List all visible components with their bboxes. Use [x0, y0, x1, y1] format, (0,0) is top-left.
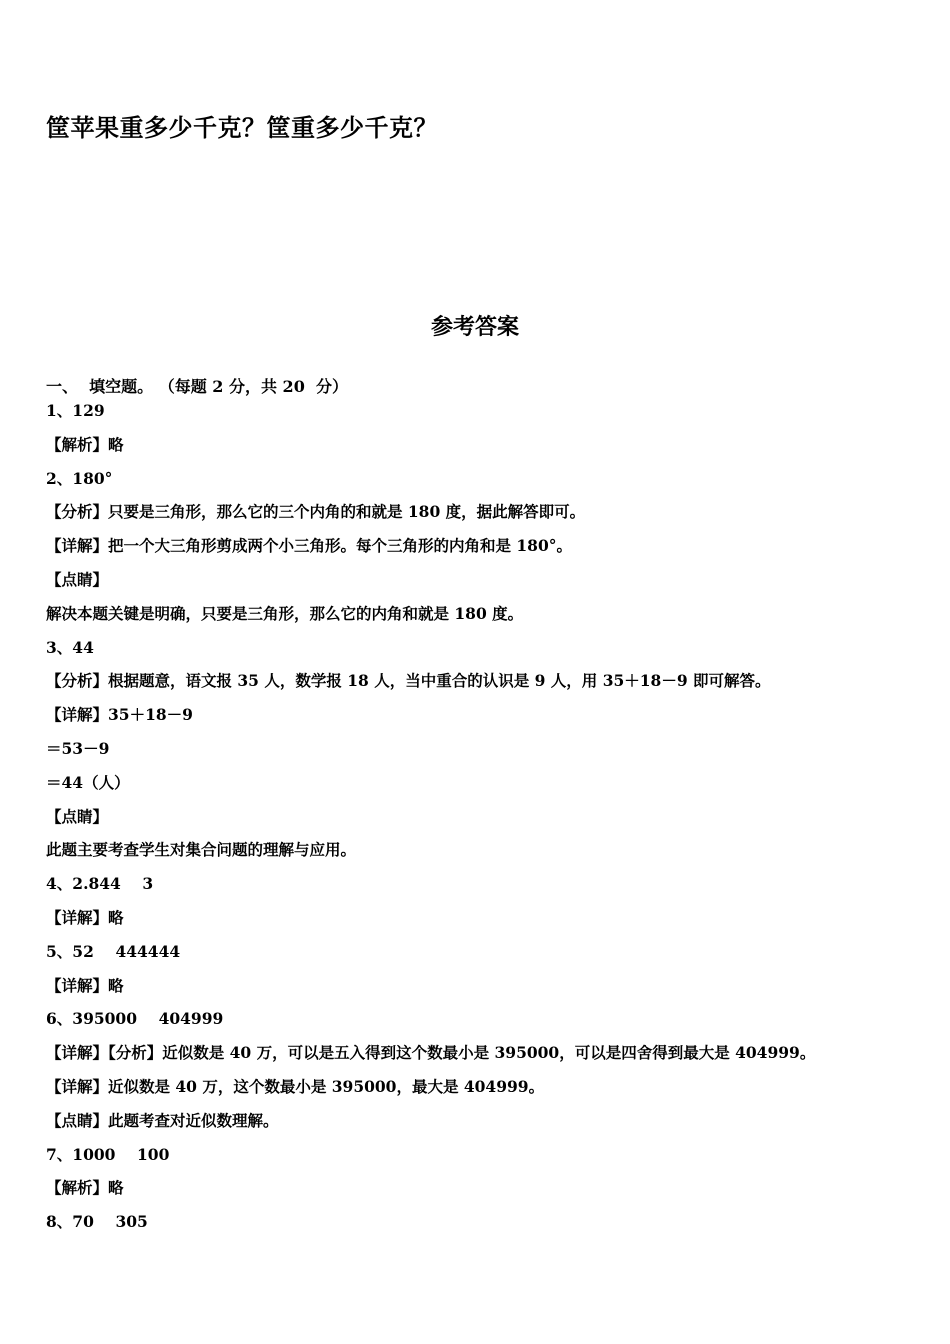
question-tail-text: 筐苹果重多少千克？筐重多少千克？ — [46, 113, 438, 142]
answer-lines — [46, 400, 906, 1245]
answer-line: 【详解】35＋18－9 — [46, 705, 193, 725]
answer-line: 4、2.844 3 — [46, 874, 154, 894]
answer-line: 3、44 — [46, 637, 94, 657]
answer-line: 8、70 305 — [46, 1212, 148, 1232]
answer-line: 1、129 — [46, 401, 105, 420]
answer-line: 6、395000 404999 — [46, 1009, 224, 1029]
answer-line: 【详解】把一个大三角形剪成两个小三角形。每个三角形的内角和是 180°。 — [46, 536, 573, 556]
answer-line: ＝53－9 — [46, 738, 110, 758]
answer-line: 7、1000 100 — [46, 1144, 170, 1164]
answer-line: 【详解】略 — [46, 975, 124, 995]
answer-line: 【点睛】此题考查对近似数理解。 — [46, 1110, 279, 1130]
answer-line: 【分析】只要是三角形，那么它的三个内角的和就是 180 度，据此解答即可。 — [46, 502, 586, 522]
answer-line: 【详解】【分析】近似数是 40 万，可以是五入得到这个数最小是 395000，可以是四舍得到最大是 404999。 — [46, 1043, 816, 1063]
answer-line: 【解析】略 — [46, 434, 124, 454]
answer-line: 解决本题关键是明确，只要是三角形，那么它的内角和就是 180 度。 — [46, 603, 524, 623]
answer-line: 【详解】近似数是 40 万，这个数最小是 395000，最大是 404999。 — [46, 1076, 545, 1096]
answer-line: 此题主要考查学生对集合问题的理解与应用。 — [46, 840, 357, 860]
answer-title: 参考答案 — [430, 315, 519, 340]
answer-line: 2、180° — [46, 468, 113, 488]
answer-line: 【点睛】 — [46, 806, 109, 826]
answer-line: 【点睛】 — [46, 569, 109, 589]
answer-line: 【分析】根据题意，语文报 35 人，数学报 18 人，当中重合的认识是 9 人，用 35＋18－9 即可解答。 — [46, 671, 771, 691]
answer-line: ＝44（人） — [46, 772, 130, 792]
section-header: 一、 填空题。 （每题 2 分，共 20 分） — [46, 377, 348, 396]
answer-line: 【详解】略 — [46, 907, 124, 927]
answer-line: 5、52 444444 — [46, 941, 181, 961]
answer-line: 【解析】略 — [46, 1178, 124, 1198]
